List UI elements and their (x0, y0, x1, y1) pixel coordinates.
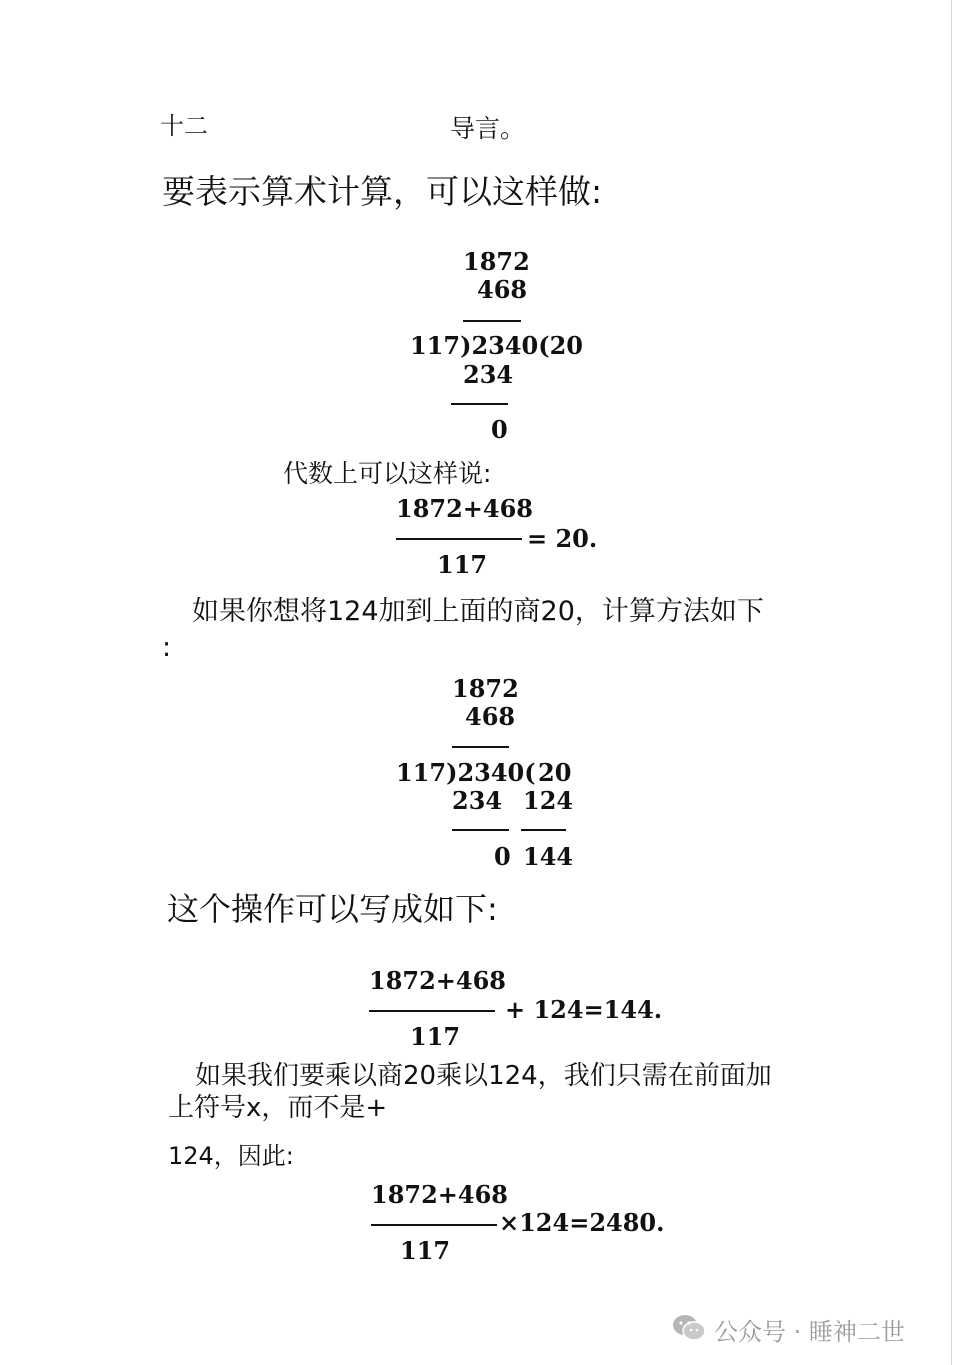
page-number: 十二 (160, 112, 208, 140)
equation-result: + 124=144. (505, 995, 663, 1024)
fraction-numerator: 1872+468 (371, 1180, 509, 1209)
addend-bottom: 468 (465, 702, 516, 731)
wechat-icon (672, 1314, 706, 1342)
paragraph-line: 如果你想将124加到上面的商20，计算方法如下 (192, 596, 764, 627)
added-value: 124 (523, 786, 574, 815)
equation-result: ×124=2480. (499, 1208, 665, 1237)
addend-bottom: 468 (477, 275, 528, 304)
equation-result: = 20. (527, 524, 598, 553)
paragraph-line: 如果我们要乘以商20乘以124，我们只需在前面加 (195, 1061, 772, 1091)
paragraph-written-as: 这个操作可以写成如下: (167, 890, 498, 928)
page-edge (951, 0, 952, 1365)
division-line: 117)2340( (396, 758, 536, 787)
footer-label: 公众号 · 睡神二世 (714, 1318, 905, 1346)
fraction-numerator: 1872+468 (369, 966, 507, 995)
paragraph-arithmetic-intro: 要表示算术计算，可以这样做: (162, 172, 603, 211)
sum-rule-right (521, 829, 566, 831)
addend-top: 1872 (463, 247, 530, 276)
paragraph-therefore: 124，因此: (168, 1142, 294, 1170)
fraction-denominator: 117 (400, 1236, 451, 1265)
subtrahend: 234 (463, 360, 514, 389)
paragraph-line: : (162, 632, 172, 663)
quotient: 20 (538, 758, 572, 787)
new-quotient: 144 (523, 842, 574, 871)
paragraph-add-124 (162, 594, 764, 666)
fraction-numerator: 1872+468 (396, 494, 534, 523)
subtract-rule (451, 403, 508, 405)
paragraph-algebra-intro: 代数上可以这样说: (283, 459, 492, 488)
fraction-bar (371, 1224, 497, 1226)
remainder: 0 (491, 415, 508, 444)
fraction-bar (396, 538, 522, 540)
sum-rule (463, 320, 521, 322)
fraction-denominator: 117 (410, 1022, 461, 1051)
addend-top: 1872 (452, 674, 519, 703)
fraction-bar (369, 1010, 495, 1012)
paragraph-line: 上符号x，而不是+ (168, 1093, 388, 1123)
paragraph-multiply (168, 1060, 772, 1124)
remainder: 0 (494, 842, 511, 871)
fraction-denominator: 117 (437, 550, 488, 579)
sum-rule (452, 746, 509, 748)
division-line: 117)2340(20 (410, 331, 584, 360)
subtrahend: 234 (452, 786, 503, 815)
subtract-rule (452, 829, 509, 831)
page-title: 导言。 (450, 114, 526, 143)
